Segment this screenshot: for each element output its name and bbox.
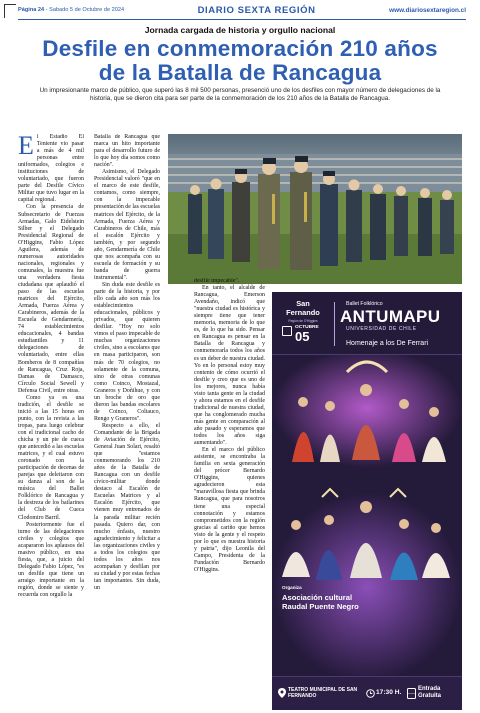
paragraph: Batalla de Rancagua que marca un hito importante para el desarrollo futuro de lo que hoy día somos como nación". — [94, 134, 160, 169]
poster-brand: ANTUMAPU — [340, 307, 441, 326]
page-number: Página 24 — [18, 7, 45, 13]
event-poster — [272, 292, 462, 710]
poster-venue: TEATRO MUNICIPAL DE SAN FERNANDO — [288, 687, 358, 700]
newspaper-name: DIARIO SEXTA REGIÓN — [197, 4, 316, 16]
paragraph: El Estadio El Teniente vio pasar a más de 4 mil personas entre uniformados, colegios e instituciones de voluntariado, que fueron parte del Desfile Cívico Militar que tuvo lugar en la capital regional. — [18, 134, 84, 204]
paragraph: Con la presencia de Subsecretario de Fuerzas Armadas, Galo Eidelstein Silber y el Delegado Presidencial Regional de O'Higgins, Fabio López Aguilera, además de numerosas autoridades nacionales, regionales y comunales, la muestra fue una verdadera fiesta ciudadana que aplaudió el paso de las escuelas matrices del Ejército, Armada, Fuerza Aérea y Carabineros, además de la Escuela de Gendarmería, 74 establecimientos educacionales, 4 bandas estudiantiles y 11 delegaciones de voluntariado, entre ellas Bomberos de 8 compañías de Rancagua, Cruz Roja, Damas de Damasco, Círculo Social Sewell y Defensa Civil, entre otras. — [18, 204, 84, 394]
poster-organizer — [282, 593, 359, 611]
poster-city-line-1: San — [296, 299, 310, 308]
paragraph: Asimismo, el Delegado Presidencial valoró "que en el marco de este desfile, contamos, como siempre, con la impecable presentación de las escuelas matrices del Ejército, de la Armada, Fuerza Aérea y Carabineros de Chile, más el escalón Ejército y también, y por segundo año, Gendarmería de Chile que nos acompaña con su escuela de formación y su banda de guerra instrumental". — [94, 169, 160, 281]
poster-homenaje: Homenaje a los De Ferrari — [346, 340, 429, 347]
poster-footer — [272, 676, 462, 710]
article-headline — [0, 37, 480, 85]
header-rule — [18, 19, 466, 20]
article-column-2 — [94, 134, 160, 709]
location-pin-icon — [278, 688, 286, 698]
poster-entry-line-1: Entrada — [418, 686, 441, 692]
parade-photo-image — [168, 134, 462, 284]
poster-region-note: Región de O'Higgins — [288, 319, 318, 323]
article-kicker: Jornada cargada de historia y orgullo nacional — [144, 25, 336, 35]
paragraph: desfile impecable". — [194, 278, 240, 284]
drop-cap: E — [18, 134, 34, 160]
poster-city — [278, 300, 328, 326]
website-link[interactable]: www.diariosextaregion.cl — [389, 6, 466, 14]
poster-month: OCTUBRE — [295, 325, 319, 330]
article-column-1 — [18, 134, 84, 709]
poster-organiza-label: Organiza — [282, 585, 302, 590]
clock-icon — [366, 689, 375, 698]
poster-time: 17:30 H. — [376, 689, 402, 696]
poster-day: 05 — [295, 329, 310, 344]
headline-line-1: Desfile en conmemoración 210 años — [42, 36, 438, 61]
headline-line-2: de la Batalla de Rancagua — [98, 60, 382, 85]
crop-mark — [4, 4, 16, 18]
paragraph: Posteriormente fue el turno de las delegaciones civiles y colegios que acapararon los aplausos del masivo público, en una fiesta, que, a juicio del Delegado Fabio López, "es un desfile que tiene un arraigo importante en la región, donde se siente y recuerda con orgullo la — [18, 521, 84, 599]
paragraph: Respecto a ello, el Comandante de la Brigada de Aviación de Ejército, General Juan Solari, resaltó que "estamos conmemorando los 210 años de la Batalla de Rancagua con un desfile cívico-militar donde destaco al Escalón de Escuelas Matrices y al Escalón Ejército, que vienen muy entrenados de la parada militar recién pasada. Quiero dar, con mucho énfasis, nuestro agradecimiento y felicitar a las organizaciones civiles y a todos los colegios que todos los años nos acompañan y desfilan por su ciudad y por estas fechas tan importantes. Sin duda, un — [94, 422, 160, 591]
poster-ballet-label: Ballet Folklórico — [346, 301, 383, 307]
poster-background — [272, 292, 462, 710]
paragraph: Como ya es una tradición, el desfile se inició a las 15 horas en punto, con la revista a las tropas, para luego celebrar con el tradicional cacho de chicha y un pie de cueca que antecedió a las escuelas matrices, y el cual estuvo coronado con la participación de decenas de parejas que deleitaron con su danza al son de la música del Ballet Folklórico de Rancagua y la destreza de los bailarines del Club de Cueca Clodomiro Barril. — [18, 394, 84, 521]
ticket-icon — [407, 688, 416, 699]
calendar-icon — [282, 326, 292, 336]
paragraph: Sin duda este desfile es parte de la historia, y por ello cada año son más los establecimientos educacionales, públicos y privados, que quieren desfilar. "Hoy no solo vimos el paso impecable de muchas organizaciones civiles, sino a escolares que en masa participaron, son más de 70 colegios, no solamente de la comuna, sino de otras comunas como Coinco, Mostazal, Graneros y Doñihue, y con un broche de oro que dieron las bandas escolares de Coinco, Coltauco, Rengo y Graneros". — [94, 281, 160, 422]
page-header — [18, 2, 466, 18]
poster-organizer-line-2: Raudal Puente Negro — [282, 602, 359, 611]
parade-photo — [168, 134, 462, 284]
poster-entry-line-2: Gratuita — [418, 693, 442, 699]
poster-entry — [418, 686, 441, 700]
issue-date: - Sabado 5 de Octubre de 2024 — [44, 7, 125, 13]
article-lead: Un impresionante marco de público, que superó las 8 mil 500 personas, presenció uno de los desfiles con mayor número de delegaciones de la historia, que se dieron cita para ser parte de la conmemoración de los 210 años de la Batalla de Rancagua. — [39, 87, 441, 102]
paragraph: En tanto, el alcalde de Rancagua, Emerson Avendaño, indicó que "nuestra ciudad es histórica y siempre tiene que tener memoria, memoria de lo que es, de lo que ha sido. Pensar en Rancagua es pensar en la Batalla de Rancagua y conmemorarla todos los años es un deber de nuestra ciudad. Yo en lo personal estoy muy contento de cómo ocurrió el desfile y creo que es uno de los mejores, nunca había visto tanta gente en la ciudad y ahora estamos en el desfile tradicional de nuestra ciudad, que ha conglomerado mucha más gente en comparación al año pasado y esperamos que todos los años siga aumentando". — [194, 285, 265, 447]
poster-divider — [334, 302, 335, 346]
page-info — [18, 7, 124, 13]
article-column-3 — [194, 278, 265, 710]
poster-city-line-2: Fernando — [286, 307, 320, 317]
paragraph: En el marco del público asistente, se encontraba la familia en sexta generación del prócer Bernardo O'Higgins, quienes agradecieron esta "maravillosa fiesta que brinda Rancagua, que para nosotros tiene una especial connotación y estamos comprometidos con la región gracias al cariño que hemos visto de la gente y el respeto por lo que es nuestra historia y patria", dijo Leonila del Campo, Presidenta de la Fundación Bernardo O'Higgins. — [194, 447, 265, 573]
poster-organizer-line-1: Asociación cultural — [282, 593, 353, 602]
poster-university: UNIVERSIDAD DE CHILE — [346, 326, 417, 332]
